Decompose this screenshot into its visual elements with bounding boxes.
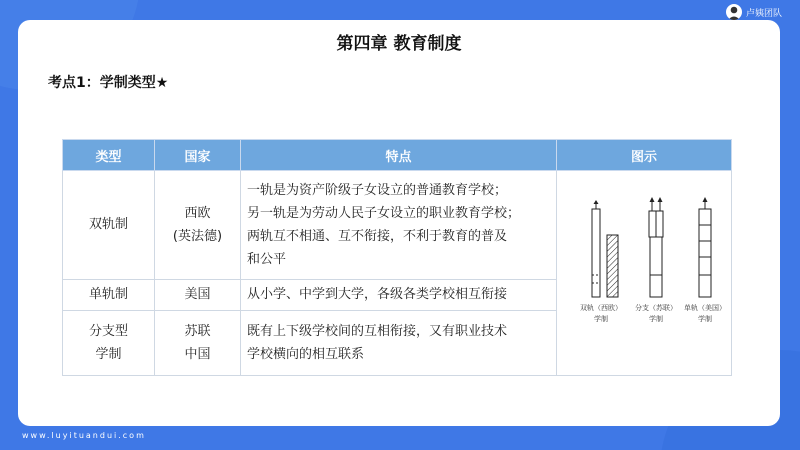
row-features: 从小学、中学到大学，各级各类学校相互衔接 (241, 279, 557, 310)
team-badge (726, 3, 782, 21)
country-line: (英法德) (172, 228, 223, 244)
school-system-diagram (557, 171, 732, 376)
type-line: 学制 (95, 347, 122, 363)
chapter-title: 第四章 教育制度 (336, 34, 462, 54)
feature-line: 一轨是为资产阶级子女设立的普通教育学校； (247, 182, 508, 198)
row-type (63, 311, 155, 376)
row-type: 双轨制 (63, 171, 155, 280)
figure-caption: 学制 (594, 315, 608, 323)
row-features (241, 311, 557, 376)
arrow-up-icon (594, 200, 599, 204)
table-row (63, 171, 732, 280)
branch-figure (635, 197, 677, 323)
exam-point-title: 考点1：学制类型★ (48, 75, 169, 91)
feature-line: 既有上下级学校间的互相衔接，又有职业技术 (247, 324, 508, 340)
school-system-table (62, 139, 732, 376)
header-features: 特点 (241, 140, 557, 171)
figure-caption: 学制 (698, 315, 712, 323)
row-type: 单轨制 (63, 279, 155, 310)
feature-line: 学校横向的相互联系 (247, 347, 365, 363)
team-name: 卢姨团队 (745, 8, 782, 19)
country-line: 西欧 (184, 205, 211, 221)
country-line: 中国 (184, 347, 211, 363)
team-avatar-icon (726, 4, 742, 20)
row-features (241, 171, 557, 280)
figure-caption: 学制 (649, 315, 663, 323)
feature-line: 两轨互不相通、互不衔接，不利于教育的普及 (247, 228, 508, 244)
figure-caption: 分支（苏联） (635, 304, 677, 312)
type-line: 分支型 (88, 324, 128, 340)
dual-track-figure (580, 200, 622, 323)
single-track-figure (684, 197, 726, 323)
header-type: 类型 (63, 140, 155, 171)
arrow-up-icon (658, 197, 663, 202)
arrow-up-icon (703, 197, 708, 202)
feature-line: 另一轨是为劳动人民子女设立的职业教育学校； (247, 205, 521, 221)
row-country (155, 171, 241, 280)
figure-caption: 双轨（西欧） (580, 304, 622, 312)
slide-card (18, 20, 780, 426)
row-country: 美国 (155, 279, 241, 310)
header-figure: 图示 (557, 140, 732, 171)
header-country: 国家 (155, 140, 241, 171)
country-line: 苏联 (184, 324, 211, 340)
table-header-row (63, 140, 732, 171)
row-country (155, 311, 241, 376)
arrow-up-icon (650, 197, 655, 202)
figure-caption: 单轨（美国） (684, 304, 726, 312)
diagram-svg (557, 171, 732, 367)
feature-line: 和公平 (247, 251, 287, 267)
website-url: www.luyituandui.com (22, 431, 146, 440)
